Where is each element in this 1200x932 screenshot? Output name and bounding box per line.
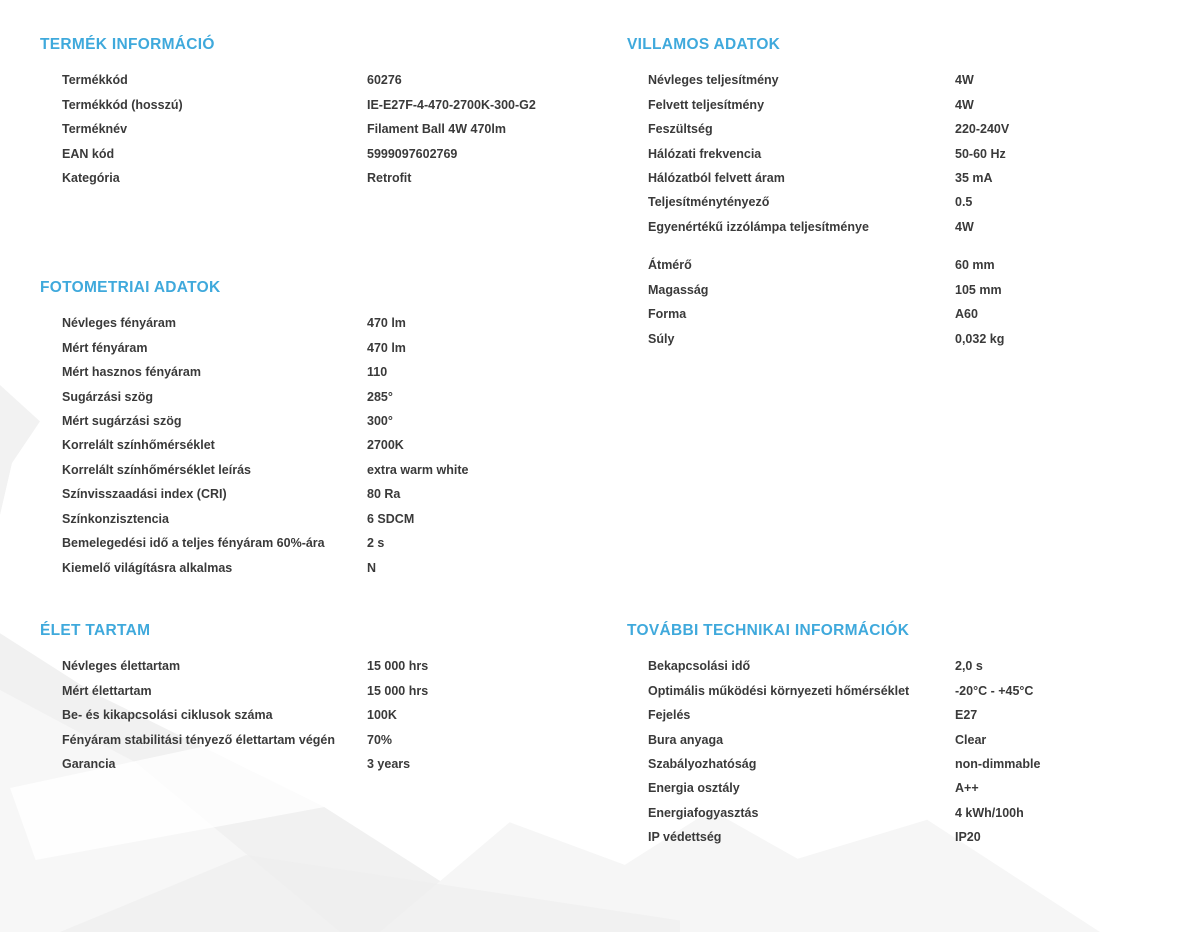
spec-label: Bura anyaga: [648, 732, 724, 747]
spec-row: [40, 507, 600, 531]
spec-label: Korrelált színhőmérséklet: [62, 438, 215, 453]
spec-row: [627, 141, 1200, 165]
spec-label: Garancia: [62, 756, 116, 771]
spec-label: Sugárzási szög: [62, 389, 153, 404]
spec-value: 470 lm: [367, 340, 406, 355]
spec-label: EAN kód: [62, 146, 115, 161]
spec-label: Kategória: [62, 170, 120, 185]
section-additional-technical-info: [627, 622, 1200, 850]
spec-label: Hálózati frekvencia: [648, 146, 762, 161]
section-product-information: [40, 36, 600, 190]
spec-value: 4W: [955, 97, 974, 112]
spec-value: 2 s: [367, 536, 385, 551]
spec-row: [627, 752, 1200, 776]
spec-row: [627, 776, 1200, 800]
spec-label: Bekapcsolási idő: [648, 659, 751, 674]
spec-value: 60276: [367, 73, 402, 88]
spec-row: [40, 166, 600, 190]
section-photometric-data: [40, 279, 600, 580]
spec-label: Optimális működési környezeti hőmérséklet: [648, 683, 910, 698]
spec-row: [627, 92, 1200, 116]
background-facet: [0, 385, 40, 515]
spec-rows: [627, 654, 1200, 850]
spec-row: [40, 141, 600, 165]
spec-label: Felvett teljesítmény: [648, 97, 765, 112]
spec-label: Bemelegedési idő a teljes fényáram 60%-ára: [62, 536, 325, 551]
spec-label: Forma: [648, 307, 687, 322]
spec-row: [40, 531, 600, 555]
spec-value: 6 SDCM: [367, 511, 415, 526]
spec-label: IP védettség: [648, 830, 722, 845]
spec-label: Névleges teljesítmény: [648, 73, 779, 88]
spec-label: Névleges fényáram: [62, 316, 176, 331]
spec-rows: [40, 654, 600, 776]
spec-label: Kiemelő világításra alkalmas: [62, 560, 233, 575]
spec-row: [627, 825, 1200, 849]
spec-label: Színvisszaadási index (CRI): [62, 487, 227, 502]
spec-row: [40, 727, 600, 751]
section-lifetime: [40, 622, 600, 776]
spec-value: -20°C - +45°C: [955, 683, 1034, 698]
spec-label: Fényáram stabilitási tényező élettartam végén: [62, 732, 336, 747]
spec-row: [40, 335, 600, 359]
spec-row: [627, 253, 1200, 277]
spec-label: Mért sugárzási szög: [62, 413, 182, 428]
spec-label: Korrelált színhőmérséklet leírás: [62, 462, 251, 477]
spec-label: Magasság: [648, 282, 709, 297]
spec-label: Mért hasznos fényáram: [62, 365, 201, 380]
spec-label: Hálózatból felvett áram: [648, 170, 785, 185]
spec-value: 5999097602769: [367, 146, 458, 161]
spec-row: [40, 92, 600, 116]
spec-rows: [40, 311, 600, 580]
spec-value: 300°: [367, 413, 393, 428]
spec-value: N: [367, 560, 377, 575]
spec-value: Retrofit: [367, 170, 412, 185]
section-dimensions: [627, 253, 1200, 351]
spec-value: Clear: [955, 732, 987, 747]
spec-label: Termékkód: [62, 73, 128, 88]
spec-row: [40, 458, 600, 482]
spec-value: 2,0 s: [955, 659, 983, 674]
spec-value: A++: [955, 781, 979, 796]
spec-value: E27: [955, 708, 978, 723]
spec-row: [627, 68, 1200, 92]
spec-label: Terméknév: [62, 122, 128, 137]
spec-label: Be- és kikapcsolási ciklusok száma: [62, 708, 273, 723]
spec-value: 15 000 hrs: [367, 659, 429, 674]
spec-value: 2700K: [367, 438, 404, 453]
section-title-lifetime: ÉLET TARTAM: [40, 622, 151, 639]
spec-row: [40, 555, 600, 579]
spec-value: 15 000 hrs: [367, 683, 429, 698]
spec-value: 50-60 Hz: [955, 146, 1006, 161]
spec-row: [40, 360, 600, 384]
spec-label: Feszültség: [648, 122, 713, 137]
spec-row: [627, 277, 1200, 301]
spec-row: [40, 482, 600, 506]
spec-label: Súly: [648, 331, 675, 346]
spec-row: [627, 703, 1200, 727]
spec-label: Mért élettartam: [62, 683, 152, 698]
spec-row: [40, 409, 600, 433]
spec-value: 35 mA: [955, 170, 993, 185]
spec-value: 110: [367, 365, 388, 380]
spec-row: [627, 727, 1200, 751]
spec-label: Mért fényáram: [62, 340, 148, 355]
spec-rows: [627, 253, 1200, 351]
spec-value: 60 mm: [955, 258, 995, 273]
spec-rows: [40, 68, 600, 190]
spec-row: [40, 117, 600, 141]
spec-value: 285°: [367, 389, 393, 404]
spec-value: 80 Ra: [367, 487, 401, 502]
spec-row: [627, 190, 1200, 214]
spec-label: Névleges élettartam: [62, 659, 181, 674]
spec-value: 0.5: [955, 195, 973, 210]
spec-row: [40, 384, 600, 408]
spec-value: 0,032 kg: [955, 331, 1005, 346]
spec-row: [627, 117, 1200, 141]
spec-row: [40, 703, 600, 727]
spec-value: extra warm white: [367, 462, 469, 477]
spec-label: Termékkód (hosszú): [62, 97, 183, 112]
spec-label: Energia osztály: [648, 781, 740, 796]
spec-row: [627, 166, 1200, 190]
spec-value: IP20: [955, 830, 981, 845]
spec-value: 70%: [367, 732, 393, 747]
spec-value: 220-240V: [955, 122, 1010, 137]
spec-value: A60: [955, 307, 978, 322]
spec-value: 470 lm: [367, 316, 406, 331]
spec-value: 105 mm: [955, 282, 1002, 297]
spec-value: non-dimmable: [955, 756, 1041, 771]
section-title-photometric-data: FOTOMETRIAI ADATOK: [40, 279, 221, 296]
spec-value: 4 kWh/100h: [955, 805, 1024, 820]
spec-row: [627, 215, 1200, 239]
spec-row: [40, 311, 600, 335]
spec-row: [40, 752, 600, 776]
spec-label: Egyenértékű izzólámpa teljesítménye: [648, 219, 869, 234]
spec-row: [627, 326, 1200, 350]
section-electrical-data: [627, 36, 1200, 239]
spec-row: [40, 433, 600, 457]
section-title-electrical-data: VILLAMOS ADATOK: [627, 36, 781, 53]
spec-label: Energiafogyasztás: [648, 805, 759, 820]
spec-label: Teljesítménytényező: [648, 195, 770, 210]
section-title-product-information: TERMÉK INFORMÁCIÓ: [40, 36, 215, 53]
spec-row: [40, 678, 600, 702]
spec-row: [627, 678, 1200, 702]
spec-value: 4W: [955, 73, 974, 88]
spec-row: [627, 801, 1200, 825]
spec-label: Színkonzisztencia: [62, 511, 169, 526]
spec-label: Szabályozhatóság: [648, 756, 757, 771]
spec-row: [40, 654, 600, 678]
spec-value: 100K: [367, 708, 397, 723]
spec-rows: [627, 68, 1200, 239]
spec-label: Átmérő: [648, 258, 692, 273]
spec-row: [627, 302, 1200, 326]
section-title-additional-technical-info: TOVÁBBI TECHNIKAI INFORMÁCIÓK: [627, 622, 910, 639]
spec-value: IE-E27F-4-470-2700K-300-G2: [367, 97, 536, 112]
spec-value: Filament Ball 4W 470lm: [367, 122, 506, 137]
spec-row: [627, 654, 1200, 678]
spec-row: [40, 68, 600, 92]
spec-value: 4W: [955, 219, 974, 234]
spec-value: 3 years: [367, 756, 411, 771]
spec-label: Fejelés: [648, 708, 691, 723]
